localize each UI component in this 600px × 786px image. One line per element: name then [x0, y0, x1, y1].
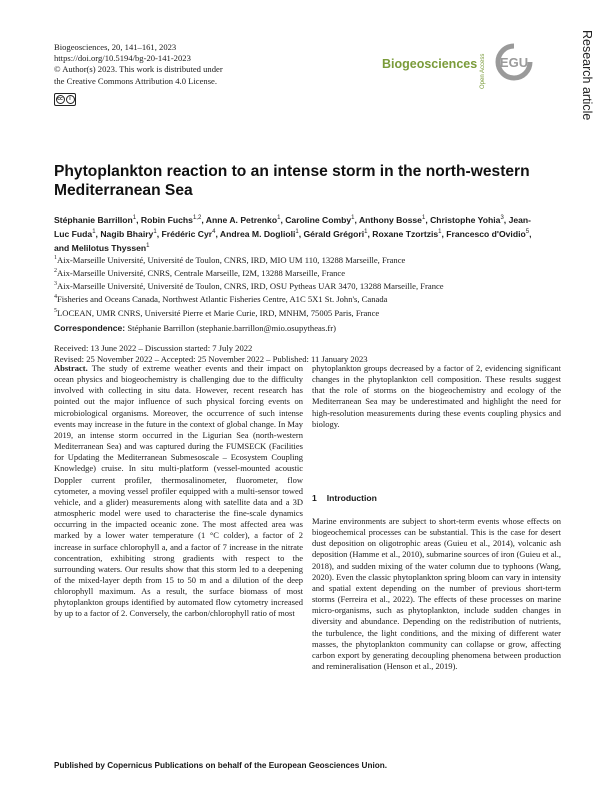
author-affiliation-mark: 1	[132, 215, 137, 221]
affiliation-line: $^5$LOCEAN, UMR CNRS, Université Pierre et Marie Curie, IRD, MNHM, 75005 Paris, France	[54, 307, 380, 318]
citation-line: Biogeosciences, 20, 141–161, 2023	[54, 42, 177, 52]
correspondence-text[interactable]: Stéphanie Barrillon (stephanie.barrillon@mio.osupytheas.fr)	[127, 323, 336, 333]
author-name: Robin Fuchs$^{1,2}$	[140, 214, 202, 225]
cc-by-license-icon[interactable]	[54, 93, 76, 106]
open-access-label	[480, 37, 490, 89]
author-affiliation-mark: 4	[212, 228, 216, 235]
author-affiliation-mark: 1	[153, 228, 157, 235]
introduction-heading	[312, 493, 377, 503]
affiliation-number: 4	[54, 294, 57, 301]
affiliation-line: $^3$Aix-Marseille Université, Université de Toulon, CNRS, IRD, OSU Pytheas UAR 3470, 13288 Marseille, France	[54, 281, 444, 292]
author-affiliation-mark: 1	[421, 215, 426, 221]
author-affiliation-mark: 5	[525, 228, 530, 235]
introduction-text: Marine environments are subject to short-term events whose effects on biogeochemical processes can be substantial. This is the case for desert dust deposition on oligotrophic areas (Guieu et al., 2014), volcanic ash deposition (Hamme et al., 2010), submarine sources of iron (Guieu et al., 2018), and sudden mixing of the water column due to typhoons (Wang, 2020). Even the classic phytoplankton spring bloom can vary in intensity and spatial extent depending on the number of previous short-term storms (Ferreira et al., 2022). The effects of these processes on marine micro-organisms, such as phytoplankton, include sudden changes in diversity and abundance. Depending on the redistribution of nutrients, the turbulence, the light conditions, and the mixing of different water masses, the phytoplankton community can collapse or grow, affecting carbon export by generating decoupling phenomena between production and remineralisation (Henson et al., 2019).	[312, 516, 561, 672]
author-name: Anne A. Petrenko$^1$	[205, 214, 281, 225]
author-name: Jean-Luc Fuda$^1$	[54, 214, 532, 239]
author-affiliation-mark: 1	[92, 228, 96, 235]
affiliation-number: 3	[54, 281, 57, 288]
abstract-column	[54, 363, 303, 620]
journal-name: Biogeosciences	[382, 57, 478, 71]
egu-logo-icon	[493, 43, 535, 81]
abstract-continuation	[312, 363, 561, 430]
author-list: Stéphanie Barrillon$^1$, Robin Fuchs$^{1,2}$, Anne A. Petrenko$^1$, Caroline Comby$^1$, Anthony Bosse$^1$, Christophe Yohia$^3$, Jean-Luc Fuda$^1$, Nagib Bhairy$^1$, Frédéric Cyr$^4$, Andrea M. Doglioli$^1$, Gérald Grégori$^1$, Roxane Tzortzis$^1$, Francesco d'Ovidio$^5$, and Melilotus Thyssen$^1$	[54, 214, 532, 253]
author-name: Stéphanie Barrillon$^1$	[54, 214, 137, 225]
author-affiliation-mark: 1	[438, 228, 442, 235]
affiliation-number: 5	[54, 307, 57, 314]
copyright-line: © Author(s) 2023. This work is distributed under	[54, 64, 223, 75]
author-affiliation-mark: 1	[364, 228, 368, 235]
citation-header	[54, 42, 223, 87]
abstract-continuation-text: phytoplankton groups decreased by a factor of 2, evidencing significant changes in the phytoplankton cell composition. These results suggest that the role of storms on the biogeochemistry and ecology of the Mediterranean Sea may be underestimated and highlight the need for high-resolution measurements during these events coupling physics and biology.	[312, 363, 561, 429]
cc-icon: cc	[57, 96, 63, 102]
abstract-label: Abstract.	[54, 363, 88, 373]
egu-logo-text: EGU	[499, 55, 529, 70]
author-name: Andrea M. Doglioli$^1$	[219, 228, 299, 239]
section-title: Introduction	[326, 493, 377, 503]
received-line: Received: 13 June 2022 – Discussion started: 7 July 2022	[54, 343, 253, 353]
author-affiliation-mark: 1	[295, 228, 299, 235]
affiliation-line: $^1$Aix-Marseille Université, Université de Toulon, CNRS, IRD, MIO UM 110, 13288 Marseille, France	[54, 254, 406, 265]
article-type-label	[578, 30, 596, 160]
author-name: Anthony Bosse$^1$	[358, 214, 426, 225]
affiliation-number: 2	[54, 268, 57, 275]
license-line: the Creative Commons Attribution 4.0 License.	[54, 75, 218, 86]
revised-line: Revised: 25 November 2022 – Accepted: 25 November 2022 – Published: 11 January 2023	[54, 354, 368, 365]
author-name: Roxane Tzortzis$^1$	[372, 228, 442, 239]
affiliation-list	[54, 253, 544, 319]
author-affiliation-mark: 1	[277, 215, 281, 221]
paper-title: Phytoplankton reaction to an intense storm in the north-western Mediterranean Sea	[54, 163, 530, 199]
author-affiliation-mark: 1	[351, 215, 355, 221]
author-name: Caroline Comby$^1$	[285, 214, 355, 225]
abstract-text: The study of extreme weather events and their impact on ocean physics and biogeochemistry is challenging due to the difficulty involved with collecting in situ data. However, recent research has pointed out the major influence of such physical forcing events on microbiological organisms. Moreover, the occurrence of such intense events may increase in the future in the context of global change. In May 2019, an intense storm occurred in the Ligurian Sea (north-western Mediterranean Sea) and was captured during the FUMSECK (Facilities for Updating the Mediterranean Submesoscale – Ecosystem Coupling Knowledge) cruise. In situ multi-platform (vessel-mounted acoustic Doppler current profiler, thermosalinometer, fluorometer, flow cytometer, a moving vessel profiler equipped with a multi-sensor towed vehicle, and a glider) measurements along with satellite data and a 3D atmospheric model were used to characterise the fine-scale dynamics occurring in the impacted oceanic zone. The most affected area was marked by a lower water temperature (1 °C colder), a factor of 2 increase in surface chlorophyll a, and a factor of 7 increase in the nitrate concentration, exhibiting strong gradients with respect to the surrounding waters. Our results show that this storm led to a deepening of the mixed-layer depth from 15 to 50 m and a dilution of the deep chlorophyll maximum. As a result, the surface biomass of most phytoplankton groups identified by automated flow cytometry increased by up to a factor of 2. Conversely, the carbon/chlorophyll ratio of most	[54, 363, 303, 619]
author-name: Frédéric Cyr$^4$	[161, 228, 216, 239]
author-name: Nagib Bhairy$^1$	[100, 228, 157, 239]
introduction-body	[312, 516, 561, 672]
correspondence-label: Correspondence:	[54, 323, 126, 333]
section-number: 1	[312, 493, 317, 503]
author-name: Melilotus Thyssen$^1$	[71, 242, 150, 253]
author-name: Christophe Yohia$^3$	[430, 214, 504, 225]
article-type-text: Research article	[580, 30, 594, 121]
author-name: Francesco d'Ovidio$^5$	[446, 228, 530, 239]
doi-link[interactable]: https://doi.org/10.5194/bg-20-141-2023	[54, 53, 191, 64]
by-icon: i	[66, 95, 75, 104]
author-name: Gérald Grégori$^1$	[303, 228, 368, 239]
author-affiliation-mark: 1,2	[192, 215, 202, 221]
author-affiliation-mark: 1	[146, 242, 150, 249]
open-access-text: Open Access	[480, 53, 486, 89]
affiliation-number: 1	[54, 255, 57, 261]
affiliation-line: $^4$Fisheries and Oceans Canada, Northwest Atlantic Fisheries Centre, A1C 5X1 St. John's, Canada	[54, 294, 388, 305]
correspondence	[54, 323, 544, 333]
publisher-footer: Published by Copernicus Publications on behalf of the European Geosciences Union.	[54, 761, 388, 770]
affiliation-line: $^2$Aix-Marseille Université, CNRS, Centrale Marseille, I2M, 13288 Marseille, France	[54, 268, 346, 279]
author-affiliation-mark: 3	[500, 215, 504, 221]
